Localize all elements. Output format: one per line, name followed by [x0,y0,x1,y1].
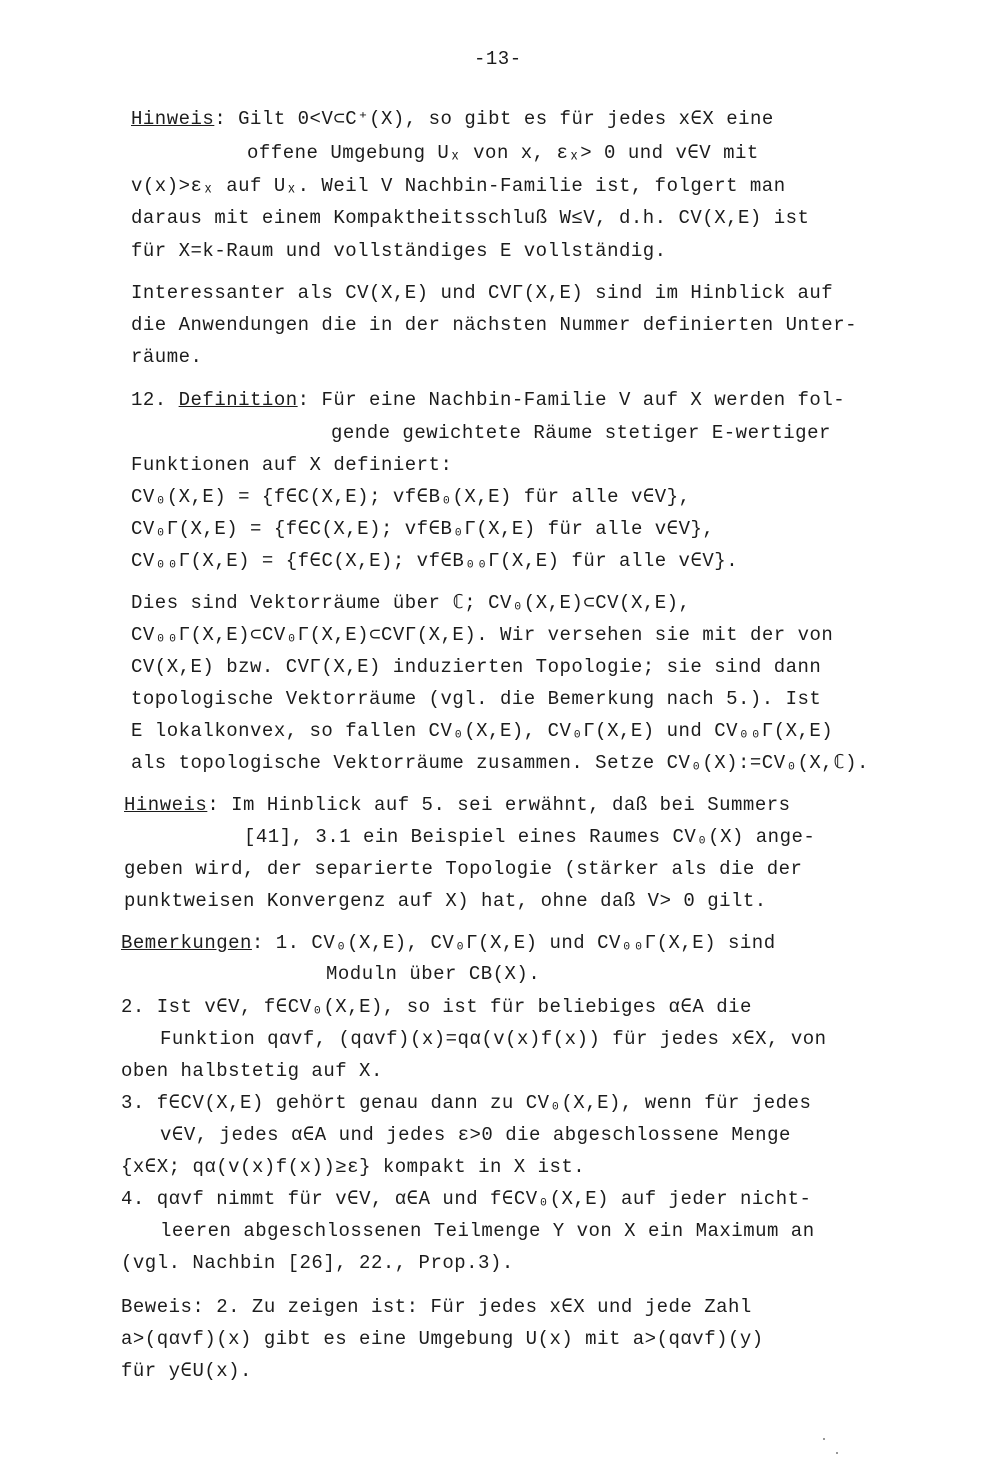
bemerkung-2-line-1: 2. Ist v∈V, f∈CV₀(X,E), so ist für beliebiges α∈A die [121,996,752,1018]
intro-line-3: räume. [131,346,203,368]
definition-formula-cv00-gamma: CV₀₀Γ(X,E) = {f∈C(X,E); vf∈B₀₀Γ(X,E) für alle v∈V}. [131,550,739,572]
hinweis-1-label: Hinweis [131,108,215,130]
bemerkung-3-line-2: v∈V, jedes α∈A und jedes ε>0 die abgeschlossene Menge [160,1124,791,1146]
definition-line-1: 12. Definition: Für eine Nachbin-Familie V auf X werden fol- [131,389,846,411]
beweis-line-1: Beweis: 2. Zu zeigen ist: Für jedes x∈X und jede Zahl [121,1296,752,1318]
definition-line-12: als topologische Vektorräume zusammen. Setze CV₀(X):=CV₀(X,ℂ). [131,752,869,774]
bemerkung-4-line-2: leeren abgeschlossenen Teilmenge Y von X ein Maximum an [160,1220,815,1242]
hinweis-2-line-1: Hinweis: Im Hinblick auf 5. sei erwähnt, daß bei Summers [124,794,791,816]
hinweis-1-line-5: für X=k-Raum und vollständiges E vollständig. [131,240,667,262]
definition-line-2: gende gewichtete Räume stetiger E-wertiger [331,422,831,444]
hinweis-2-line-2: [41], 3.1 ein Beispiel eines Raumes CV₀(X) ange- [244,826,816,848]
bemerkung-2-line-2: Funktion qαvf, (qαvf)(x)=qα(v(x)f(x)) für jedes x∈X, von [160,1028,827,1050]
definition-line-9: CV(X,E) bzw. CVΓ(X,E) induzierten Topologie; sie sind dann [131,656,822,678]
bemerkungen-line-2: Moduln über CB(X). [326,963,541,985]
hinweis-1-line-4: daraus mit einem Kompaktheitsschluß W≤V, d.h. CV(X,E) ist [131,207,810,229]
bemerkung-3-line-3: {x∈X; qα(v(x)f(x))≥ε} kompakt in X ist. [121,1156,586,1178]
beweis-line-3: für y∈U(x). [121,1360,252,1382]
scan-speck [823,1438,825,1440]
definition-line-11: E lokalkonvex, so fallen CV₀(X,E), CV₀Γ(X,E) und CV₀₀Γ(X,E) [131,720,834,742]
bemerkung-4-line-3: (vgl. Nachbin [26], 22., Prop.3). [121,1252,514,1274]
definition-line-8: CV₀₀Γ(X,E)⊂CV₀Γ(X,E)⊂CVΓ(X,E). Wir versehen sie mit der von [131,624,834,646]
definition-label: Definition [178,389,298,411]
definition-formula-cv0: CV₀(X,E) = {f∈C(X,E); vf∈B₀(X,E) für alle v∈V}, [131,486,691,508]
definition-formula-cv0-gamma: CV₀Γ(X,E) = {f∈C(X,E); vf∈B₀Γ(X,E) für alle v∈V}, [131,518,715,540]
definition-line-10: topologische Vektorräume (vgl. die Bemerkung nach 5.). Ist [131,688,822,710]
bemerkung-2-line-3: oben halbstetig auf X. [121,1060,383,1082]
intro-line-1: Interessanter als CV(X,E) und CVΓ(X,E) sind im Hinblick auf [131,282,834,304]
definition-line-3: Funktionen auf X definiert: [131,454,453,476]
hinweis-1-line-2: offene Umgebung Uₓ von x, εₓ> 0 und v∈V mit [247,142,759,164]
bemerkung-3-line-1: 3. f∈CV(X,E) gehört genau dann zu CV₀(X,E), wenn für jedes [121,1092,812,1114]
hinweis-2-line-3: geben wird, der separierte Topologie (stärker als die der [124,858,803,880]
scan-speck [836,1452,838,1454]
page-number: -13- [474,48,522,70]
hinweis-1-line-1: Hinweis: Gilt 0<V⊂C⁺(X), so gibt es für jedes x∈X eine [131,108,774,130]
beweis-line-2: a>(qαvf)(x) gibt es eine Umgebung U(x) mit a>(qαvf)(y) [121,1328,764,1350]
hinweis-2-line-4: punktweisen Konvergenz auf X) hat, ohne daß V> 0 gilt. [124,890,767,912]
hinweis-1-line-3: v(x)>εₓ auf Uₓ. Weil V Nachbin-Familie ist, folgert man [131,175,786,197]
hinweis-2-label: Hinweis [124,794,208,816]
bemerkungen-line-1: Bemerkungen: 1. CV₀(X,E), CV₀Γ(X,E) und CV₀₀Γ(X,E) sind [121,932,776,954]
definition-line-7: Dies sind Vektorräume über ℂ; CV₀(X,E)⊂CV(X,E), [131,592,691,614]
intro-line-2: die Anwendungen die in der nächsten Nummer definierten Unter- [131,314,858,336]
bemerkung-4-line-1: 4. qαvf nimmt für v∈V, α∈A und f∈CV₀(X,E) auf jeder nicht- [121,1188,812,1210]
bemerkungen-label: Bemerkungen [121,932,252,954]
